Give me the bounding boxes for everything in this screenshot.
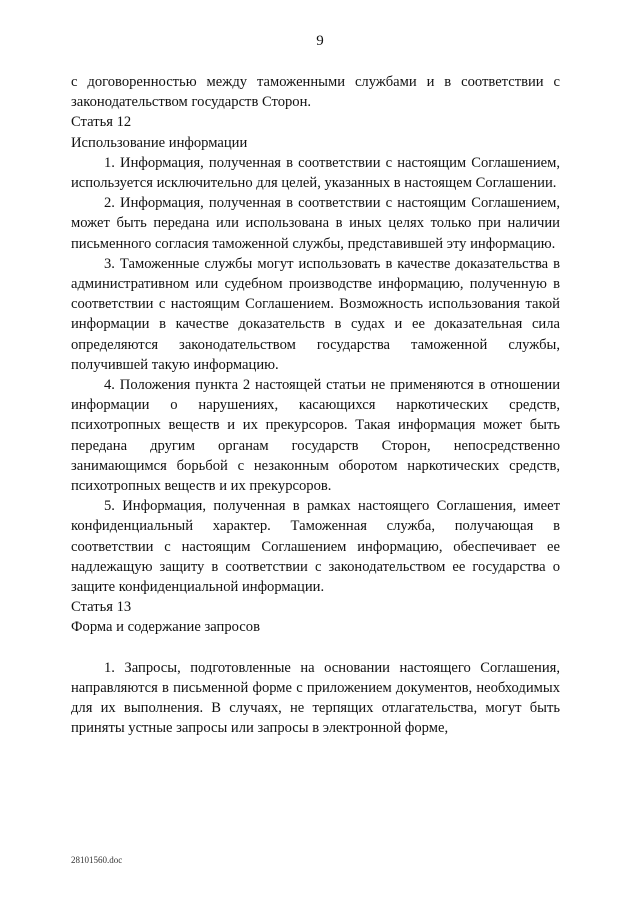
intro-paragraph: с договоренностью между таможенными службами и в соответствии с законодательством государств Сторон. (71, 74, 560, 111)
article-12-title: Использование информации (71, 134, 248, 151)
article-13-title: Форма и содержание запросов (71, 619, 260, 636)
page-number: 9 (316, 33, 324, 49)
document-filename: 28101560.doc (71, 855, 123, 865)
article-13-number: Статья 13 (71, 599, 132, 616)
article-12-number: Статья 12 (71, 114, 132, 131)
article-12-paragraph-1: 1. Информация, полученная в соответствии с настоящим Соглашением, используется исключительно для целей, указанных в настоящем Соглашении. (71, 154, 560, 192)
article-12-paragraph-4: 4. Положения пункта 2 настоящей статьи не применяются в отношении информации о нарушениях, касающихся наркотических средств, психотропных веществ и их прекурсоров. Такая информация может быть передана другим органам государств Сторон, непосредственно занимающимся борьбой с незаконным оборотом наркотических средств, психотропных веществ и их прекурсоров. (71, 377, 560, 495)
article-12-paragraph-3: 3. Таможенные службы могут использовать в качестве доказательства в административном или судебном производстве информацию, полученную в соответствии с настоящим Соглашением. Возможность использования такой информации в качестве доказательств в судах и ее доказательная сила определяются законодательством государства таможенной службы, получившей такую информацию. (71, 255, 560, 373)
article-12-paragraph-5: 5. Информация, полученная в рамках настоящего Соглашения, имеет конфиденциальный характер. Таможенная служба, получающая в соответствии с настоящим Соглашением информацию, обеспечивает ее надлежащую защиту в соответствии с законодательством ее государства о защите конфиденциальной информации. (71, 498, 560, 596)
article-13-paragraph-1: 1. Запросы, подготовленные на основании настоящего Соглашения, направляются в письменной форме с приложением документов, необходимых для их выполнения. В случаях, не терпящих отлагательства, могут быть приняты устные запросы или запросы в электронной форме, (71, 659, 560, 737)
document-body (71, 72, 560, 739)
article-12-paragraph-2: 2. Информация, полученная в соответствии с настоящим Соглашением, может быть передана или использована в иных целях только при наличии письменного согласия таможенной службы, представившей эту информацию. (71, 195, 560, 252)
